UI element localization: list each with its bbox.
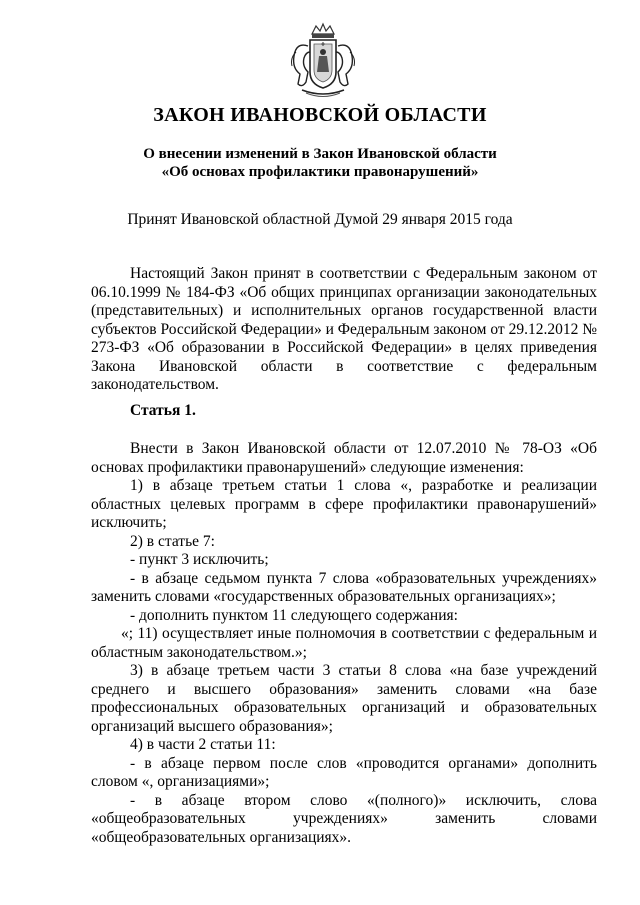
list-item: 4) в части 2 статьи 11: <box>130 736 276 753</box>
list-item: 1) в абзаце третьем статьи 1 слова «, разработке и реализации областных целевых программ в сфере профилактики правонарушений» исключить; <box>91 477 597 531</box>
coat-of-arms-icon <box>288 22 358 100</box>
law-subtitle-line1: О внесении изменений в Закон Ивановской области <box>143 146 497 162</box>
preamble-paragraph: Настоящий Закон принят в соответствии с Федеральным законом от 06.10.1999 № 184-ФЗ «Об общих принципах организации законодательных (представительных) и исполнительных органов государственной власти субъектов Российской Федерации» и Федеральным законом от 29.12.2012 № 273-ФЗ «Об образовании в Российской Федерации» в целях приведения Закона Ивановской области в соответствие с федеральным законодательством. <box>91 265 597 393</box>
list-item: - в абзаце первом после слов «проводится органами» дополнить словом «, организациями»; <box>91 754 597 790</box>
preamble-block <box>91 265 597 395</box>
article-heading-block <box>91 402 597 421</box>
list-item: 2) в статье 7: <box>130 532 215 550</box>
list-item: «; 11) осуществляет иные полномочия в соответствии с федеральным и областным законодательством.»; <box>91 625 597 661</box>
article-intro: Внести в Закон Ивановской области от 12.07.2010 № 78-ОЗ «Об основах профилактики правонарушений» следующие изменения: <box>91 440 597 476</box>
article-heading: Статья 1. <box>130 402 196 419</box>
law-title: ЗАКОН ИВАНОВСКОЙ ОБЛАСТИ <box>153 104 487 126</box>
article-body <box>91 440 597 847</box>
law-subtitle-line2: «Об основах профилактики правонарушений» <box>161 164 479 180</box>
list-item: 3) в абзаце третьем части 3 статьи 8 слова «на базе учреждений среднего и высшего образования» заменить словами «на базе профессиональных образовательных организаций и образовательных организаций высшего образования»; <box>91 662 597 735</box>
list-item: - в абзаце втором слово «(полного)» исключить, слова «общеобразовательных учреждениях» заменить словами «общеобразовательных организациях». <box>91 791 597 846</box>
list-item: - в абзаце седьмом пункта 7 слова «образовательных учреждениях» заменить словами «государственных образовательных организациях»; <box>91 569 597 605</box>
list-item: - дополнить пунктом 11 следующего содержания: <box>130 606 458 624</box>
list-item: - пункт 3 исключить; <box>130 551 269 568</box>
adoption-note: Принят Ивановской областной Думой 29 января 2015 года <box>127 211 513 228</box>
